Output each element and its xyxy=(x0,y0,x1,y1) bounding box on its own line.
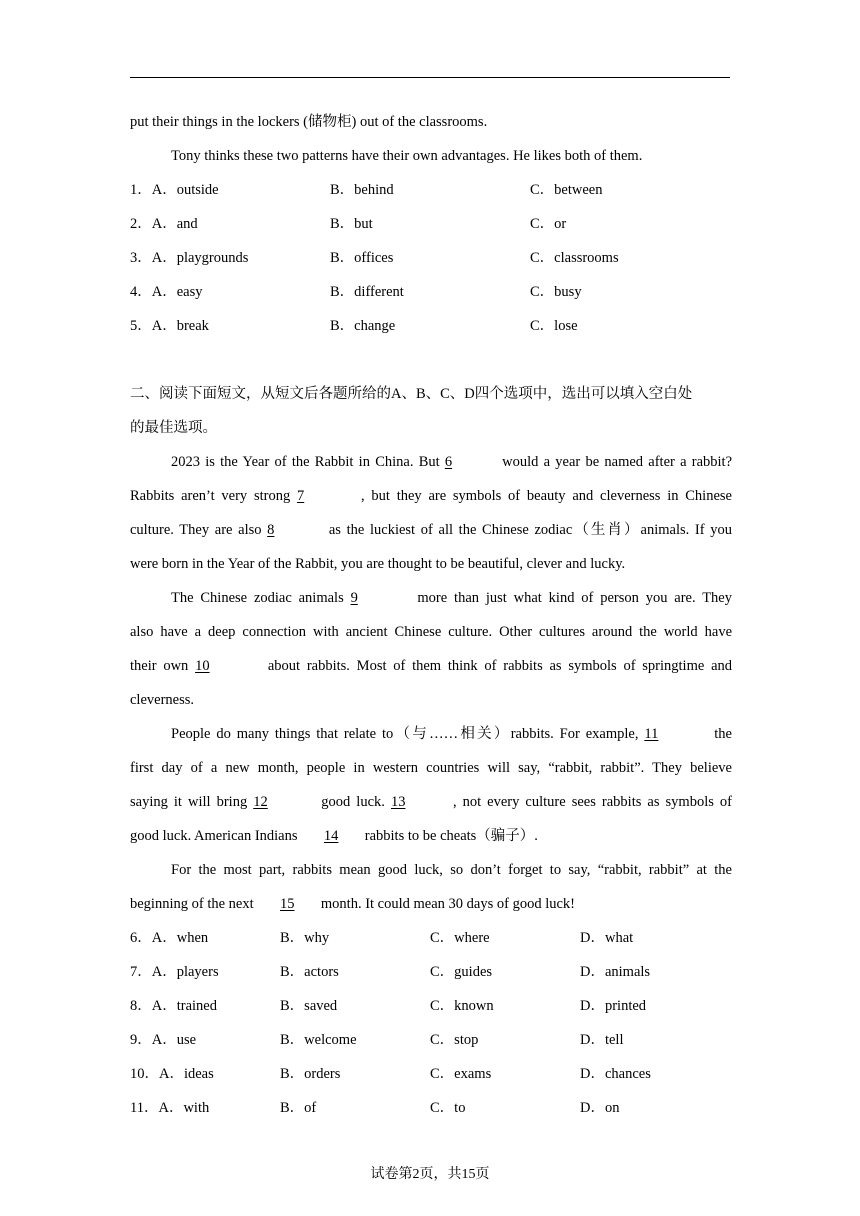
question-row xyxy=(130,1060,732,1094)
passage-line: good luck. American Indians 14 rabbits to be cheats（骗子）. xyxy=(130,822,732,856)
question-row xyxy=(130,210,732,244)
option-d: D．chances xyxy=(580,1066,651,1082)
option-a: 5．A．break xyxy=(130,318,209,334)
option-c: C．known xyxy=(430,998,494,1014)
page-content xyxy=(130,108,732,1128)
question-number: 11． xyxy=(130,1100,159,1116)
blank-14: 14 xyxy=(323,828,339,844)
question-number: 4． xyxy=(130,284,152,300)
blank-15: 15 xyxy=(280,896,295,912)
question-row xyxy=(130,1026,732,1060)
question-number: 1． xyxy=(130,182,152,198)
option-b: B．orders xyxy=(280,1066,341,1082)
question-number: 9． xyxy=(130,1032,152,1048)
option-a: 4．A．easy xyxy=(130,284,203,300)
option-c: C．stop xyxy=(430,1032,479,1048)
option-a: 2．A．and xyxy=(130,216,198,232)
passage-line: The Chinese zodiac animals 9 more than just what kind of person you are. They xyxy=(130,584,732,618)
option-b: B．different xyxy=(330,284,404,300)
question-row xyxy=(130,278,732,312)
passage-line: saying it will bring 12 good luck. 13 , not every culture sees rabbits as symbols of xyxy=(130,788,732,822)
passage-line: culture. They are also 8 as the luckiest of all the Chinese zodiac（生肖）animals. If you xyxy=(130,516,732,550)
question-list-1-5 xyxy=(130,176,732,346)
passage-line: Rabbits aren’t very strong 7 , but they are symbols of beauty and cleverness in Chinese xyxy=(130,482,732,516)
blank-12: 12 xyxy=(253,794,268,810)
blank-11: 11 xyxy=(644,726,659,742)
option-b: B．actors xyxy=(280,964,339,980)
question-row xyxy=(130,958,732,992)
blank-10: 10 xyxy=(195,658,210,674)
question-number: 6． xyxy=(130,930,152,946)
option-c: C．to xyxy=(430,1100,466,1116)
option-c: C．classrooms xyxy=(530,250,619,266)
option-a: 9．A．use xyxy=(130,1032,197,1048)
question-row xyxy=(130,924,732,958)
option-a: 8．A．trained xyxy=(130,998,217,1014)
passage-line: 2023 is the Year of the Rabbit in China. But 6 would a year be named after a rabbit? xyxy=(130,448,732,482)
option-b: B．behind xyxy=(330,182,394,198)
question-number: 10． xyxy=(130,1066,159,1082)
question-number: 5． xyxy=(130,318,152,334)
question-row xyxy=(130,176,732,210)
option-b: B．welcome xyxy=(280,1032,357,1048)
question-number: 2． xyxy=(130,216,152,232)
question-number: 3． xyxy=(130,250,152,266)
question-row xyxy=(130,312,732,346)
blank-7: 7 xyxy=(296,488,305,504)
question-number: 8． xyxy=(130,998,152,1014)
option-b: B．why xyxy=(280,930,330,946)
section-instruction-cont: 的最佳选项。 xyxy=(130,420,217,436)
passage-line: For the most part, rabbits mean good luck, so don’t forget to say, “rabbit, rabbit” at the xyxy=(171,862,732,878)
paragraph-continuation: put their things in the lockers (储物柜) out of the classrooms. xyxy=(130,114,488,130)
passage-line: their own 10 about rabbits. Most of them think of rabbits as symbols of springtime and xyxy=(130,652,732,686)
paragraph-summary: Tony thinks these two patterns have their own advantages. He likes both of them. xyxy=(171,148,643,164)
passage-line: were born in the Year of the Rabbit, you are thought to be beautiful, clever and lucky. xyxy=(130,556,626,572)
section-instruction: 二、阅读下面短文，从短文后各题所给的A、B、C、D四个选项中，选出可以填入空白处 xyxy=(130,386,693,402)
question-row xyxy=(130,992,732,1026)
option-b: B．offices xyxy=(330,250,394,266)
option-a: 3．A．playgrounds xyxy=(130,250,249,266)
option-c: C．or xyxy=(530,216,567,232)
option-b: B．change xyxy=(330,318,396,334)
blank-6: 6 xyxy=(444,454,453,470)
reading-passage xyxy=(130,448,732,924)
page-footer: 试卷第2页，共15页 xyxy=(370,1167,490,1182)
passage-line: People do many things that relate to（与……相关）rabbits. For example, 11 the xyxy=(130,720,732,754)
option-c: C．where xyxy=(430,930,490,946)
passage-line: beginning of the next 15 month. It could mean 30 days of good luck! xyxy=(130,890,732,924)
option-d: D．tell xyxy=(580,1032,624,1048)
option-a: 10．A．ideas xyxy=(130,1066,214,1082)
option-a: 11．A．with xyxy=(130,1100,210,1116)
option-d: D．animals xyxy=(580,964,651,980)
question-row xyxy=(130,1094,732,1128)
passage-line: cleverness. xyxy=(130,692,195,708)
option-b: B．but xyxy=(330,216,373,232)
question-list-6-11 xyxy=(130,924,732,1128)
option-c: C．between xyxy=(530,182,603,198)
blank-9: 9 xyxy=(350,590,358,606)
option-a: 6．A．when xyxy=(130,930,209,946)
passage-line: first day of a new month, people in western countries will say, “rabbit, rabbit”. They believe xyxy=(130,760,732,776)
blank-13: 13 xyxy=(390,794,406,810)
option-c: C．exams xyxy=(430,1066,492,1082)
passage-line: also have a deep connection with ancient Chinese culture. Other cultures around the world have xyxy=(130,624,732,640)
blank-8: 8 xyxy=(267,522,275,538)
option-c: C．lose xyxy=(530,318,578,334)
option-c: C．guides xyxy=(430,964,493,980)
option-c: C．busy xyxy=(530,284,582,300)
question-number: 7． xyxy=(130,964,152,980)
question-row xyxy=(130,244,732,278)
option-a: 7．A．players xyxy=(130,964,219,980)
option-d: D．what xyxy=(580,930,634,946)
option-b: B．of xyxy=(280,1100,317,1116)
option-a: 1．A．outside xyxy=(130,182,219,198)
header-rule xyxy=(130,77,730,78)
option-d: D．printed xyxy=(580,998,647,1014)
option-d: D．on xyxy=(580,1100,620,1116)
option-b: B．saved xyxy=(280,998,338,1014)
